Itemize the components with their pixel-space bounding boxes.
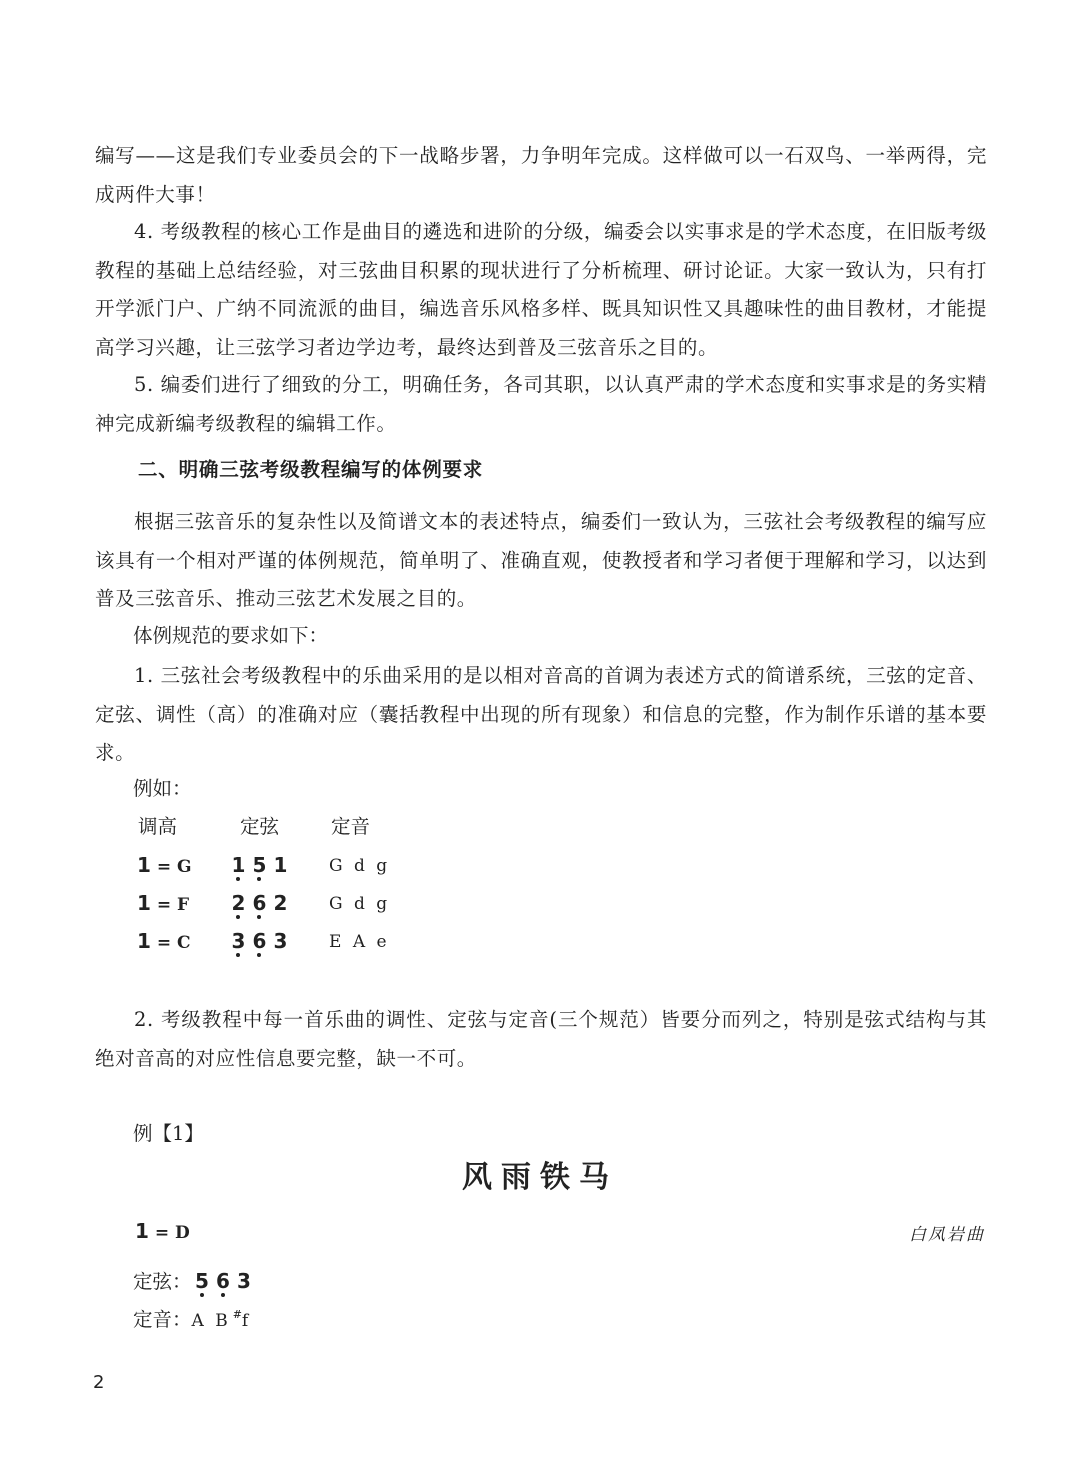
tuning-note: 6 bbox=[213, 1269, 234, 1293]
table-header-strings: 定弦 bbox=[240, 815, 280, 838]
tuning-label: 定弦： bbox=[133, 1270, 192, 1293]
sharp-sign: # bbox=[232, 1308, 242, 1321]
pitch-tones: A B bbox=[191, 1311, 231, 1331]
string-note: 2 bbox=[228, 891, 249, 915]
song-pitch bbox=[133, 1304, 248, 1332]
row-tones: G d g bbox=[329, 856, 391, 876]
string-note: 6 bbox=[249, 929, 270, 953]
string-note: 6 bbox=[249, 891, 270, 915]
row-tones: E A e bbox=[329, 932, 390, 952]
tuning-note: 3 bbox=[237, 1269, 251, 1293]
rules-intro: 体例规范的要求如下： bbox=[133, 624, 329, 647]
song-key: 1 = D bbox=[135, 1219, 190, 1243]
string-note: 1 bbox=[273, 853, 288, 877]
paragraph-item-5: 5. 编委们进行了细致的分工，明确任务，各司其职，以认真严肃的学术态度和实事求是的务实精神完成新编考级教程的编辑工作。 bbox=[95, 373, 987, 435]
example-1-label: 例【1】 bbox=[133, 1122, 204, 1145]
row-key: F bbox=[177, 895, 190, 915]
table-header-tones: 定音 bbox=[331, 815, 371, 838]
song-key-letter: D bbox=[175, 1223, 190, 1243]
pitch-label: 定音： bbox=[133, 1308, 192, 1331]
section-heading: 二、明确三弦考级教程编写的体例要求 bbox=[138, 458, 484, 481]
rule-2: 2. 考级教程中每一首乐曲的调性、定弦与定音(三个规范）皆要分而列之，特别是弦式结构与其绝对音高的对应性信息要完整，缺一不可。 bbox=[95, 1008, 987, 1070]
row-strings bbox=[228, 891, 291, 915]
row-strings bbox=[228, 929, 291, 953]
row-strings bbox=[228, 853, 291, 877]
table-header-key: 调高 bbox=[138, 815, 178, 838]
row-key: G bbox=[177, 857, 192, 877]
paragraph-continuation: 编写——这是我们专业委员会的下一战略步署，力争明年完成。这样做可以一石双鸟、一举两得，完成两件大事！ bbox=[95, 144, 987, 206]
example-label: 例如： bbox=[133, 777, 192, 800]
paragraph-item-4: 4. 考级教程的核心工作是曲目的遴选和进阶的分级，编委会以实事求是的学术态度，在旧版考级教程的基础上总结经验，对三弦曲目积累的现状进行了分析梳理、研讨论证。大家一致认为，只有打开学派门户、广纳不同流派的曲目，编选音乐风格多样、既具知识性又具趣味性的曲目教材，才能提高学习兴趣，让三弦学习者边学边考，最终达到普及三弦音乐之目的。 bbox=[95, 220, 987, 359]
page-number: 2 bbox=[93, 1372, 105, 1393]
string-note: 1 bbox=[228, 853, 249, 877]
row-key: C bbox=[177, 933, 191, 953]
pitch-last: f bbox=[241, 1311, 249, 1331]
table-row: 1 = F bbox=[137, 891, 190, 915]
tuning-note: 5 bbox=[192, 1269, 213, 1293]
string-note: 2 bbox=[273, 891, 288, 915]
row-tones: G d g bbox=[329, 894, 391, 914]
composer-credit: 白凤岩曲 bbox=[909, 1225, 985, 1245]
song-title: 风雨铁马 bbox=[462, 1160, 618, 1195]
string-note: 3 bbox=[228, 929, 249, 953]
string-note: 3 bbox=[273, 929, 288, 953]
table-row: 1 = G bbox=[137, 853, 192, 877]
song-tuning bbox=[133, 1266, 255, 1294]
table-row: 1 = C bbox=[137, 929, 191, 953]
rule-1: 1. 三弦社会考级教程中的乐曲采用的是以相对音高的首调为表述方式的简谱系统，三弦的定音、定弦、调性（高）的准确对应（囊括教程中出现的所有现象）和信息的完整，作为制作乐谱的基本要求。 bbox=[95, 664, 987, 764]
string-note: 5 bbox=[249, 853, 270, 877]
paragraph-intro: 根据三弦音乐的复杂性以及简谱文本的表述特点，编委们一致认为，三弦社会考级教程的编写应该具有一个相对严谨的体例规范，简单明了、准确直观，使教授者和学习者便于理解和学习，以达到普及三弦音乐、推动三弦艺术发展之目的。 bbox=[95, 510, 987, 610]
